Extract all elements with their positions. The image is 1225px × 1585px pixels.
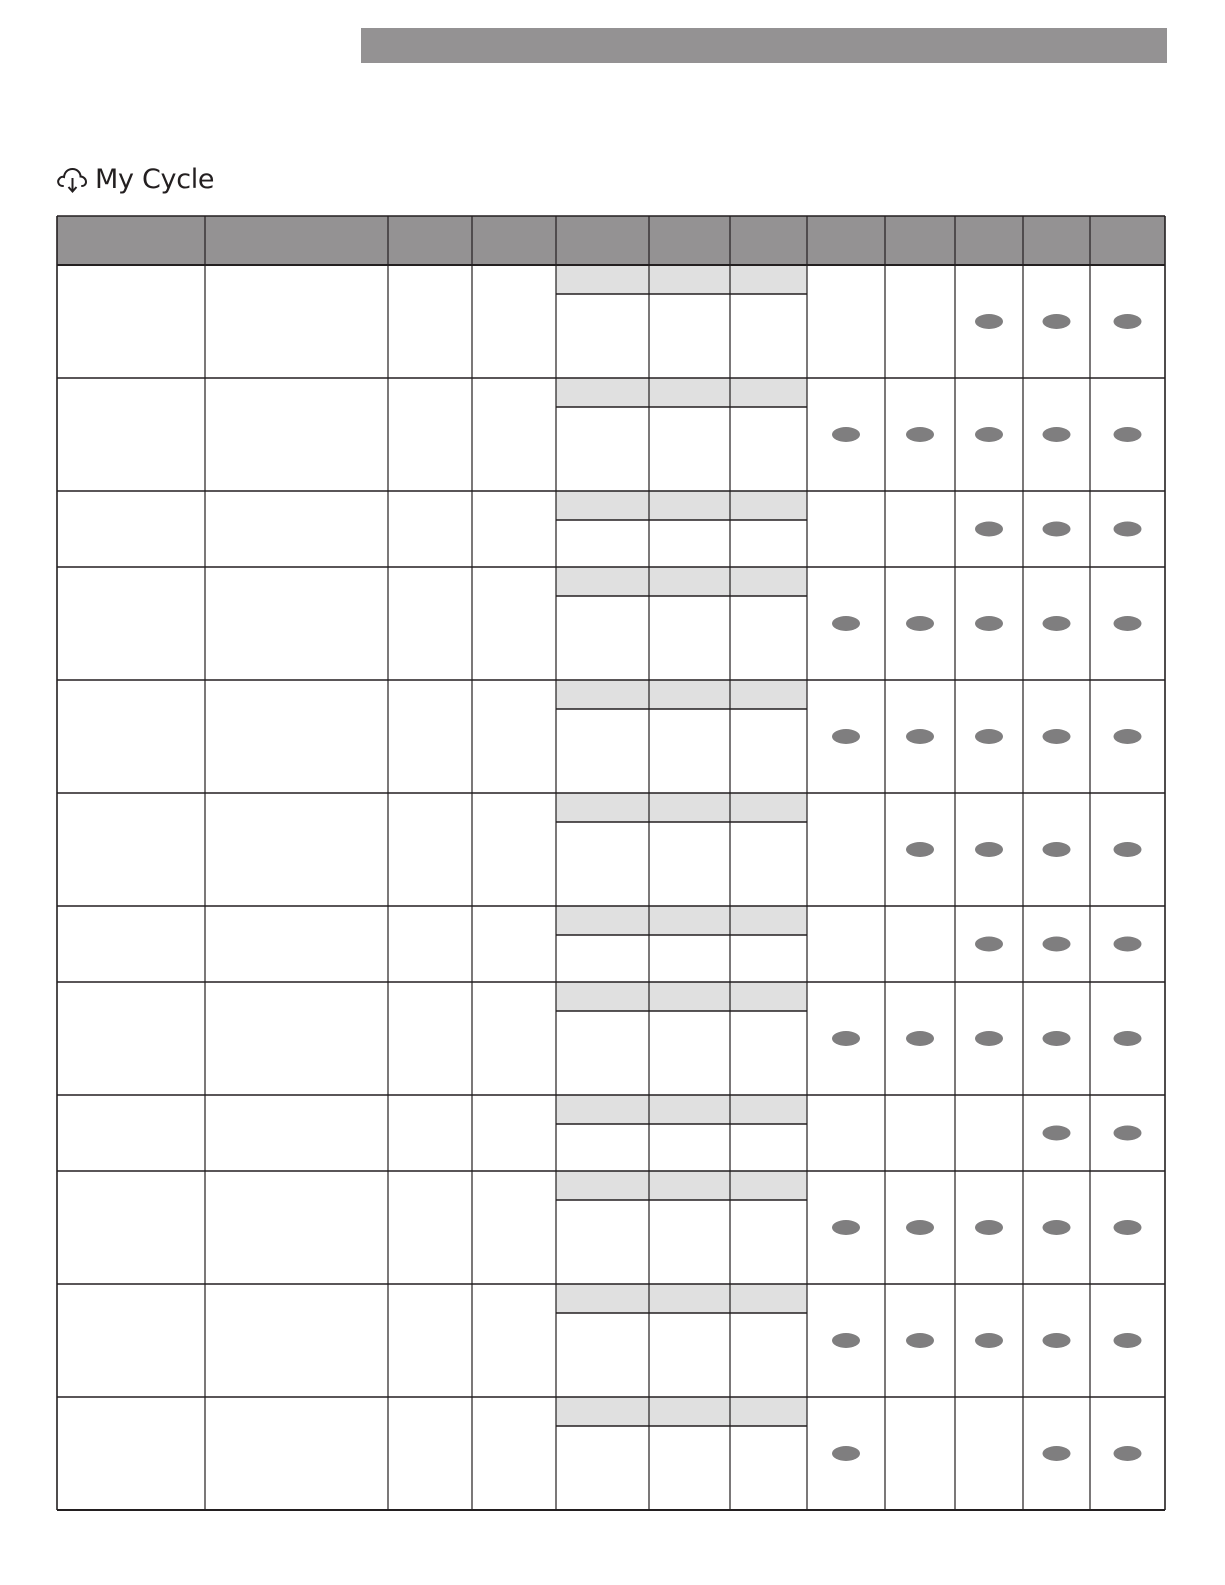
indicator-dot (975, 522, 1003, 537)
indicator-dot (906, 1220, 934, 1235)
indicator-dot (1114, 937, 1142, 952)
indicator-dot (1114, 729, 1142, 744)
row-subheader-band (556, 1397, 807, 1426)
page-title: My Cycle (95, 164, 215, 195)
row-subheader-band (556, 378, 807, 407)
indicator-dot (975, 616, 1003, 631)
indicator-dot (1043, 616, 1071, 631)
indicator-dot (1043, 842, 1071, 857)
indicator-dot (1043, 729, 1071, 744)
indicator-dot (975, 1333, 1003, 1348)
indicator-dot (832, 427, 860, 442)
row-subheader-band (556, 906, 807, 935)
row-subheader-band (556, 567, 807, 596)
indicator-dot (906, 729, 934, 744)
indicator-dot (975, 1031, 1003, 1046)
indicator-dot (1114, 1126, 1142, 1141)
table-header (57, 216, 1165, 265)
indicator-dot (975, 937, 1003, 952)
indicator-dot (1114, 1446, 1142, 1461)
indicator-dot (975, 1220, 1003, 1235)
indicator-dot (1043, 1220, 1071, 1235)
indicator-dot (832, 1446, 860, 1461)
row-subheader-band (556, 1171, 807, 1200)
indicator-dot (975, 842, 1003, 857)
indicator-dot (906, 427, 934, 442)
indicator-dot (1043, 1126, 1071, 1141)
row-subheader-band (556, 265, 807, 294)
row-subheader-band (556, 793, 807, 822)
indicator-dot (1114, 427, 1142, 442)
indicator-dot (832, 616, 860, 631)
row-subheader-band (556, 491, 807, 520)
indicator-dot (1114, 1220, 1142, 1235)
indicator-dot (1043, 314, 1071, 329)
indicator-dot (975, 427, 1003, 442)
indicator-dot (1114, 842, 1142, 857)
indicator-dot (906, 616, 934, 631)
indicator-dot (1043, 1446, 1071, 1461)
indicator-dot (906, 1031, 934, 1046)
row-subheader-band (556, 1095, 807, 1124)
indicator-dot (975, 314, 1003, 329)
indicator-dot (1043, 1031, 1071, 1046)
indicator-dot (1114, 616, 1142, 631)
indicator-dot (832, 1031, 860, 1046)
indicator-dot (1043, 427, 1071, 442)
indicator-dot (1114, 1031, 1142, 1046)
indicator-dot (1043, 1333, 1071, 1348)
indicator-dot (832, 1333, 860, 1348)
indicator-dot (832, 729, 860, 744)
indicator-dot (1043, 937, 1071, 952)
indicator-dot (1114, 522, 1142, 537)
indicator-dot (1114, 314, 1142, 329)
row-subheader-band (556, 680, 807, 709)
row-subheader-band (556, 1284, 807, 1313)
indicator-dot (1043, 522, 1071, 537)
indicator-dot (832, 1220, 860, 1235)
indicator-dot (975, 729, 1003, 744)
indicator-dot (906, 1333, 934, 1348)
row-subheader-band (556, 982, 807, 1011)
indicator-dot (906, 842, 934, 857)
indicator-dot (1114, 1333, 1142, 1348)
